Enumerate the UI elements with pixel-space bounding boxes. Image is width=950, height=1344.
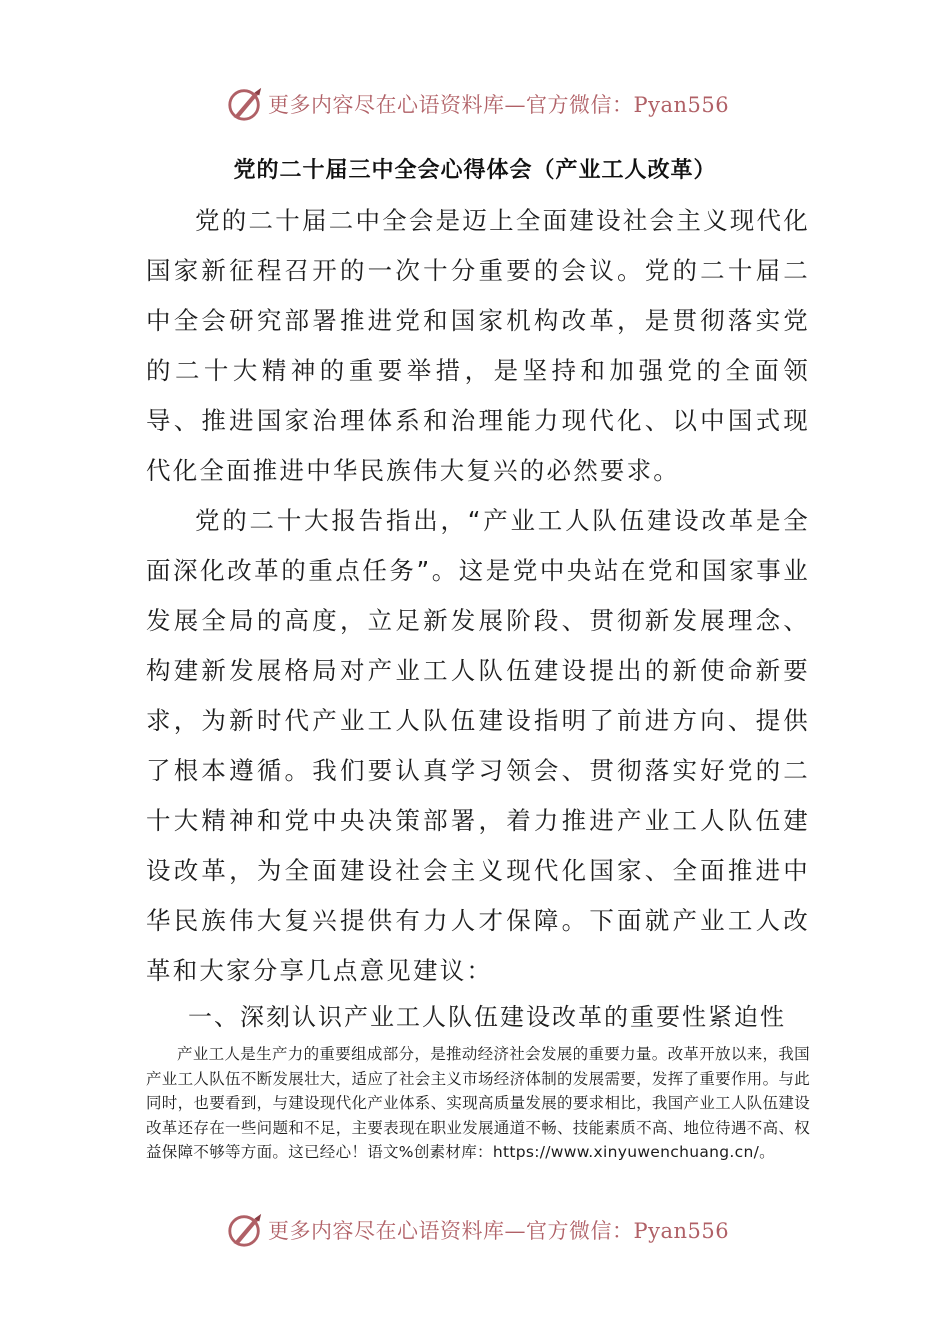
- banner-separator: —: [504, 93, 526, 117]
- banner-wechat-label: 官方微信：: [526, 1219, 634, 1243]
- paragraph-1: 党的二十届二中全会是迈上全面建设社会主义现代化国家新征程召开的一次十分重要的会议。党的二十届二中全会研究部署推进党和国家机构改革，是贯彻落实党的二十大精神的重要举措，是坚持和加强党的全面领导、推进国家治理体系和治理能力现代化、以中国式现代化全面推进中华民族伟大复兴的必然要求。: [146, 206, 810, 485]
- document-title: 党的二十届三中全会心得体会（产业工人改革）: [233, 158, 717, 183]
- footer-banner: [226, 1210, 729, 1250]
- pen-logo-icon: [226, 85, 264, 123]
- paragraph-2: 党的二十大报告指出，“产业工人队伍建设改革是全面深化改革的重点任务”。这是党中央站在党和国家事业发展全局的高度，立足新发展阶段、贯彻新发展理念、构建新发展格局对产业工人队伍建设提出的新使命新要求，为新时代产业工人队伍建设指明了前进方向、提供了根本遵循。我们要认真学习领会、贯彻落实好党的二十大精神和党中央决策部署，着力推进产业工人队伍建设改革，为全面建设社会主义现代化国家、全面推进中华民族伟大复兴提供有力人才保障。下面就产业工人改革和大家分享几点意见建议：: [146, 506, 810, 985]
- pen-logo-icon: [226, 1211, 264, 1249]
- banner-library-name: 更多内容尽在心语资料库: [268, 93, 505, 117]
- banner-library-name: 更多内容尽在心语资料库: [268, 1219, 505, 1243]
- banner-text: [268, 89, 729, 119]
- small-paragraph: 产业工人是生产力的重要组成部分，是推动经济社会发展的重要力量。改革开放以来，我国产业工人队伍不断发展壮大，适应了社会主义市场经济体制的发展需要，发挥了重要作用。与此同时，也要看到，与建设现代化产业体系、实现高质量发展的要求相比，我国产业工人队伍建设改革还存在一些问题和不足，主要表现在职业发展通道不畅、技能素质不高、地位待遇不高、权益保障不够等方面。这已经心！语文%创素材库：https://www.xinyuwenchuang.cn/。: [146, 1045, 810, 1161]
- header-banner: [226, 84, 729, 124]
- section-heading: 一、深刻认识产业工人队伍建设改革的重要性紧迫性: [188, 1003, 786, 1031]
- banner-wechat-label: 官方微信：: [526, 93, 634, 117]
- banner-wechat-id: Pyan556: [633, 93, 730, 117]
- banner-wechat-id: Pyan556: [633, 1219, 730, 1243]
- banner-separator: —: [504, 1219, 526, 1243]
- banner-text: [268, 1215, 729, 1245]
